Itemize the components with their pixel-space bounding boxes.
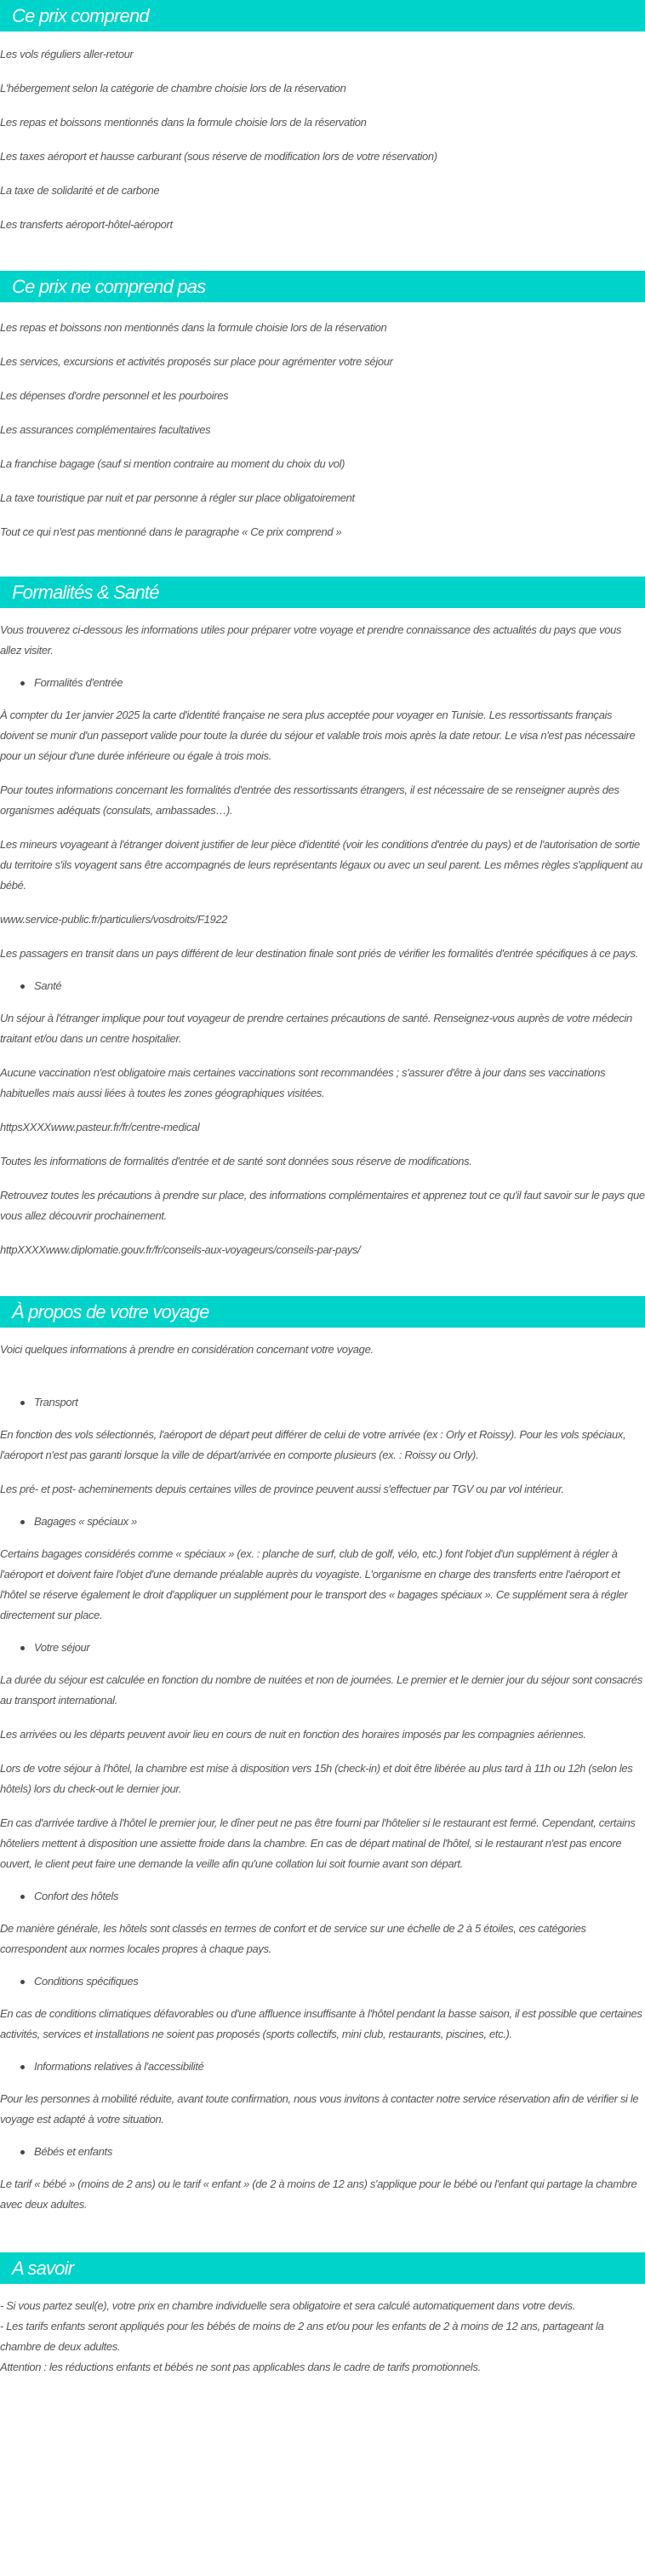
paragraph: Le tarif « bébé » (moins de 2 ans) ou le tarif « enfant » (de 2 à moins de 12 ans) s'applique pour le bébé ou l'enfant qui partage la chambre avec deux adultes.	[0, 2177, 637, 2211]
paragraph: Attention : les réductions enfants et bébés ne sont pas applicables dans le cadre de tarifs promotionnels.	[0, 2361, 481, 2373]
excludes-list	[0, 319, 645, 541]
bullet-accessibility: Informations relatives à l'accessibilité	[34, 2058, 645, 2075]
section-header	[0, 271, 645, 302]
section-know	[0, 2252, 645, 2395]
bullet-list	[0, 2143, 645, 2160]
list-item: Les services, excursions et activités proposés sur place pour agrémenter votre séjour	[0, 355, 393, 368]
section-includes	[0, 0, 645, 233]
paragraph: De manière générale, les hôtels sont classés en termes de confort et de service sur une échelle de 2 à 5 étoiles, ces catégories correspondent aux normes locales propres à chaque pays.	[0, 1922, 586, 1955]
includes-list	[0, 46, 645, 233]
bullet-transport: Transport	[34, 1394, 645, 1411]
diplomatie-link[interactable]: httpXXXXwww.diplomatie.gouv.fr/fr/conseils-aux-voyageurs/conseils-par-pays/	[0, 1243, 361, 1256]
paragraph: Les passagers en transit dans un pays différent de leur destination finale sont priés de vérifier les formalités d'entrée spécifiques à ce pays.	[0, 947, 638, 960]
section-title: A savoir	[12, 2257, 74, 2279]
bullet-list	[0, 674, 645, 691]
paragraph: En cas d'arrivée tardive à l'hôtel le premier jour, le dîner peut ne pas être fourni par l'hôtelier si le restaurant est fermé. Cependant, certains hôteliers mettent à disposition une assiette froide dans la chambre. En cas de départ matinal de l'hôtel, si le restaurant n'est pas encore ouvert, le client peut faire une demande la veille afin qu'une collation lui soit fournie avant son départ.	[0, 1816, 636, 1870]
section-about	[0, 1296, 645, 2215]
list-item: Les vols réguliers aller-retour	[0, 48, 134, 60]
section-header	[0, 0, 645, 32]
paragraph: À compter du 1er janvier 2025 la carte d'identité française ne sera plus acceptée pour voyager en Tunisie. Les ressortissants français doivent se munir d'un passeport valide pour toute la durée du séjour et valable trois mois après la date retour. Le visa n'est pas nécessaire pour un séjour d'une durée inférieure ou égale à trois mois.	[0, 709, 636, 762]
paragraph: Certains bagages considérés comme « spéciaux » (ex. : planche de surf, club de golf, vélo, etc.) font l'objet d'un supplément à régler à l'aéroport et doivent faire l'objet d'une demande préalable auprès du voyagiste. L'organisme en charge des transferts entre l'aéroport et l'hôtel se réserve également le droit d'appliquer un supplément pour le transport des « bagages spéciaux ». Ce supplément sera à régler directement sur place.	[0, 1547, 628, 1621]
bullet-entry-formalities: Formalités d'entrée	[34, 674, 645, 691]
section-excludes	[0, 271, 645, 541]
paragraph: - Si vous partez seul(e), votre prix en chambre individuelle sera obligatoire et sera calculé automatiquement dans votre devis.	[0, 2299, 575, 2312]
section-title: Ce prix ne comprend pas	[12, 275, 206, 297]
paragraph: En fonction des vols sélectionnés, l'aéroport de départ peut différer de celui de votre arrivée (ex : Orly et Roissy). Pour les vols spéciaux, l'aéroport n'est pas garanti lorsque la ville de départ/arrivée en comporte plusieurs (ex. : Roissy ou Orly).	[0, 1428, 626, 1461]
list-item: La taxe touristique par nuit et par personne à régler sur place obligatoirement	[0, 491, 355, 504]
section-header	[0, 577, 645, 608]
paragraph: Pour toutes informations concernant les formalités d'entrée des ressortissants étrangers, il est nécessaire de se renseigner auprès des organismes adéquats (consulats, ambassades…).	[0, 783, 619, 817]
paragraph: Les pré- et post- acheminements depuis certaines villes de province peuvent aussi s'effectuer par TGV ou par vol intérieur.	[0, 1483, 564, 1495]
paragraph: Les mineurs voyageant à l'étranger doivent justifier de leur pièce d'identité (voir les conditions d'entrée du pays) et de l'autorisation de sortie du territoire s'ils voyagent sans être accompagnés de leurs représentants légaux ou avec un seul parent. Les mêmes règles s'appliquent au bébé.	[0, 838, 642, 892]
bullet-list	[0, 1513, 645, 1530]
paragraph: Un séjour à l'étranger implique pour tout voyageur de prendre certaines précautions de santé. Renseignez-vous auprès de votre médecin traitant et/ou dans un centre hospitalier.	[0, 1012, 632, 1045]
bullet-list	[0, 1394, 645, 1411]
section-title: Ce prix comprend	[12, 4, 149, 26]
bullet-list	[0, 1973, 645, 1990]
bullet-list	[0, 1888, 645, 1905]
list-item: Les assurances complémentaires facultatives	[0, 423, 211, 436]
section-title: Formalités & Santé	[12, 581, 159, 603]
paragraph: La durée du séjour est calculée en fonction du nombre de nuitées et non de journées. Le premier et le dernier jour du séjour sont consacrés au transport international.	[0, 1673, 642, 1707]
section-header	[0, 1296, 645, 1328]
list-item: La taxe de solidarité et de carbone	[0, 184, 160, 197]
intro-paragraph: Voici quelques informations à prendre en considération concernant votre voyage.	[0, 1343, 374, 1356]
bullet-conditions: Conditions spécifiques	[34, 1973, 645, 1990]
service-public-link[interactable]: www.service-public.fr/particuliers/vosdroits/F1922	[0, 913, 228, 926]
paragraph: Les arrivées ou les départs peuvent avoir lieu en cours de nuit en fonction des horaires imposés par les compagnies aériennes.	[0, 1728, 586, 1741]
paragraph: Aucune vaccination n'est obligatoire mais certaines vaccinations sont recommandées ; s'assurer d'être à jour dans ses vaccinations habituelles mais aussi liées à toutes les zones géographiques visitées.	[0, 1066, 606, 1099]
bullet-kids: Bébés et enfants	[34, 2143, 645, 2160]
paragraph: - Les tarifs enfants seront appliqués pour les bébés de moins de 2 ans et/ou pour les enfants de 2 à moins de 12 ans, partageant la chambre de deux adultes.	[0, 2320, 604, 2353]
list-item: Les repas et boissons mentionnés dans la formule choisie lors de la réservation	[0, 116, 367, 129]
bullet-stay: Votre séjour	[34, 1639, 645, 1656]
section-header	[0, 2252, 645, 2284]
paragraph: Pour les personnes à mobilité réduite, avant toute confirmation, nous vous invitons à contacter notre service réservation afin de vérifier si le voyage est adapté à votre situation.	[0, 2092, 639, 2126]
bullet-health: Santé	[34, 978, 645, 995]
pasteur-link[interactable]: httpsXXXXwww.pasteur.fr/fr/centre-medical	[0, 1121, 200, 1133]
bullet-list	[0, 2058, 645, 2075]
list-item: Les dépenses d'ordre personnel et les pourboires	[0, 389, 229, 402]
paragraph: Lors de votre séjour à l'hôtel, la chambre est mise à disposition vers 15h (check-in) et doit être libérée au plus tard à 11h ou 12h (selon les hôtels) lors du check-out le dernier jour.	[0, 1762, 633, 1795]
bullet-list	[0, 1639, 645, 1656]
bullet-list	[0, 978, 645, 995]
bullet-baggage: Bagages « spéciaux »	[34, 1513, 645, 1530]
list-item: Tout ce qui n'est pas mentionné dans le paragraphe « Ce prix comprend »	[0, 525, 342, 538]
paragraph: Retrouvez toutes les précautions à prendre sur place, des informations complémentaires et apprenez tout ce qu'il faut savoir sur le pays que vous allez découvrir prochainement.	[0, 1189, 645, 1222]
intro-paragraph: Vous trouverez ci-dessous les informations utiles pour préparer votre voyage et prendre connaissance des actualités du pays que vous allez visiter.	[0, 623, 622, 657]
list-item: L'hébergement selon la catégorie de chambre choisie lors de la réservation	[0, 82, 346, 95]
service-public-link-row	[0, 909, 645, 930]
bullet-comfort: Confort des hôtels	[34, 1888, 645, 1905]
paragraph: En cas de conditions climatiques défavorables ou d'une affluence insuffisante à l'hôtel pendant la basse saison, il est possible que certaines activités, services et installations ne soient pas proposés (sports collectifs, mini club, restaurants, piscines, etc.).	[0, 2007, 642, 2040]
pasteur-link-row	[0, 1117, 645, 1138]
list-item: Les repas et boissons non mentionnés dans la formule choisie lors de la réservation	[0, 321, 387, 334]
list-item: La franchise bagage (sauf si mention contraire au moment du choix du vol)	[0, 457, 345, 470]
list-item: Les transferts aéroport-hôtel-aéroport	[0, 218, 173, 231]
diplomatie-link-row	[0, 1240, 645, 1260]
list-item: Les taxes aéroport et hausse carburant (sous réserve de modification lors de votre réservation)	[0, 150, 437, 163]
section-title: À propos de votre voyage	[12, 1300, 209, 1322]
paragraph: Toutes les informations de formalités d'entrée et de santé sont données sous réserve de modifications.	[0, 1155, 472, 1168]
section-formalities	[0, 577, 645, 1260]
